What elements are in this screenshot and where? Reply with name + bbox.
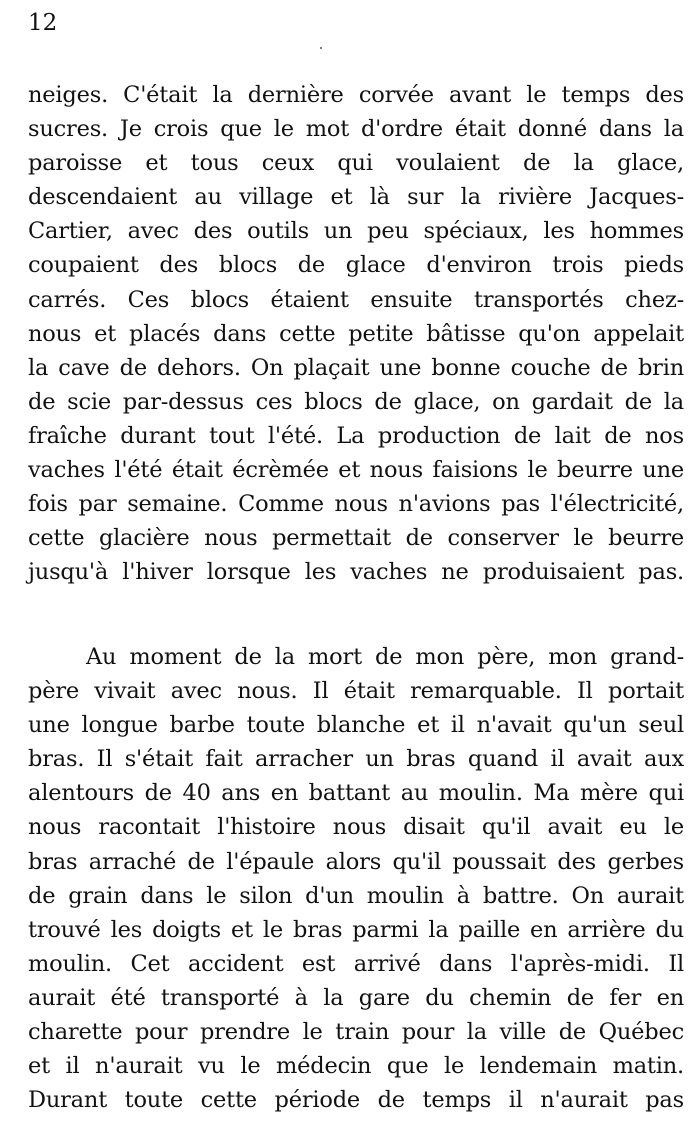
page-number: 12: [28, 10, 58, 36]
text-line: nous et placés dans cette petite bâtisse qu'on appelait: [28, 320, 684, 347]
text-line: père vivait avec nous. Il était remarquable. Il portait: [28, 678, 684, 705]
text-line: de grain dans le silon d'un moulin à battre. On aurait: [28, 882, 684, 909]
text-line: moulin. Cet accident est arrivé dans l'après-midi. Il: [28, 950, 684, 977]
text-line: bras arraché de l'épaule alors qu'il poussait des gerbes: [28, 848, 684, 875]
text-line: descendaient au village et là sur la rivière Jacques-: [28, 184, 684, 211]
text-line: de scie par-dessus ces blocs de glace, on gardait de la: [28, 388, 684, 415]
text-line: nous racontait l'histoire nous disait qu'il avait eu le: [28, 814, 684, 841]
paragraph-2: [28, 640, 684, 1117]
text-line: fois par semaine. Comme nous n'avions pas l'électricité,: [28, 491, 684, 518]
text-line: Cartier, avec des outils un peu spéciaux, les hommes: [28, 218, 684, 245]
text-line: vaches l'été était écrèmée et nous faisions le beurre une: [28, 457, 684, 484]
text-line: bras. Il s'était fait arracher un bras quand il avait aux: [28, 746, 684, 773]
text-line: alentours de 40 ans en battant au moulin. Ma mère qui: [28, 780, 684, 807]
text-line: jusqu'à l'hiver lorsque les vaches ne produisaient pas.: [28, 559, 684, 586]
text-line: Au moment de la mort de mon père, mon grand-: [86, 644, 684, 670]
text-line: charette pour prendre le train pour la ville de Québec: [28, 1019, 684, 1046]
text-line: la cave de dehors. On plaçait une bonne couche de brin: [28, 354, 684, 381]
text-line: carrés. Ces blocs étaient ensuite transportés chez-: [28, 286, 684, 313]
text-line: aurait été transporté à la gare du chemin de fer en: [28, 984, 684, 1011]
text-line: paroisse et tous ceux qui voulaient de la glace,: [28, 150, 684, 177]
text-line: une longue barbe toute blanche et il n'avait qu'un seul: [28, 712, 684, 739]
scan-speck: [320, 47, 322, 49]
text-line: fraîche durant tout l'été. La production de lait de nos: [28, 422, 684, 449]
text-line: et il n'aurait vu le médecin que le lendemain matin.: [28, 1053, 684, 1080]
text-line: Durant toute cette période de temps il n'aurait pas: [28, 1087, 684, 1114]
paragraph-1: [28, 78, 684, 589]
text-line: cette glacière nous permettait de conserver le beurre: [28, 525, 684, 552]
text-line: trouvé les doigts et le bras parmi la paille en arrière du: [28, 916, 684, 943]
text-line: sucres. Je crois que le mot d'ordre était donné dans la: [28, 116, 684, 143]
text-line: neiges. C'était la dernière corvée avant le temps des: [28, 82, 684, 108]
text-line: coupaient des blocs de glace d'environ trois pieds: [28, 252, 684, 279]
